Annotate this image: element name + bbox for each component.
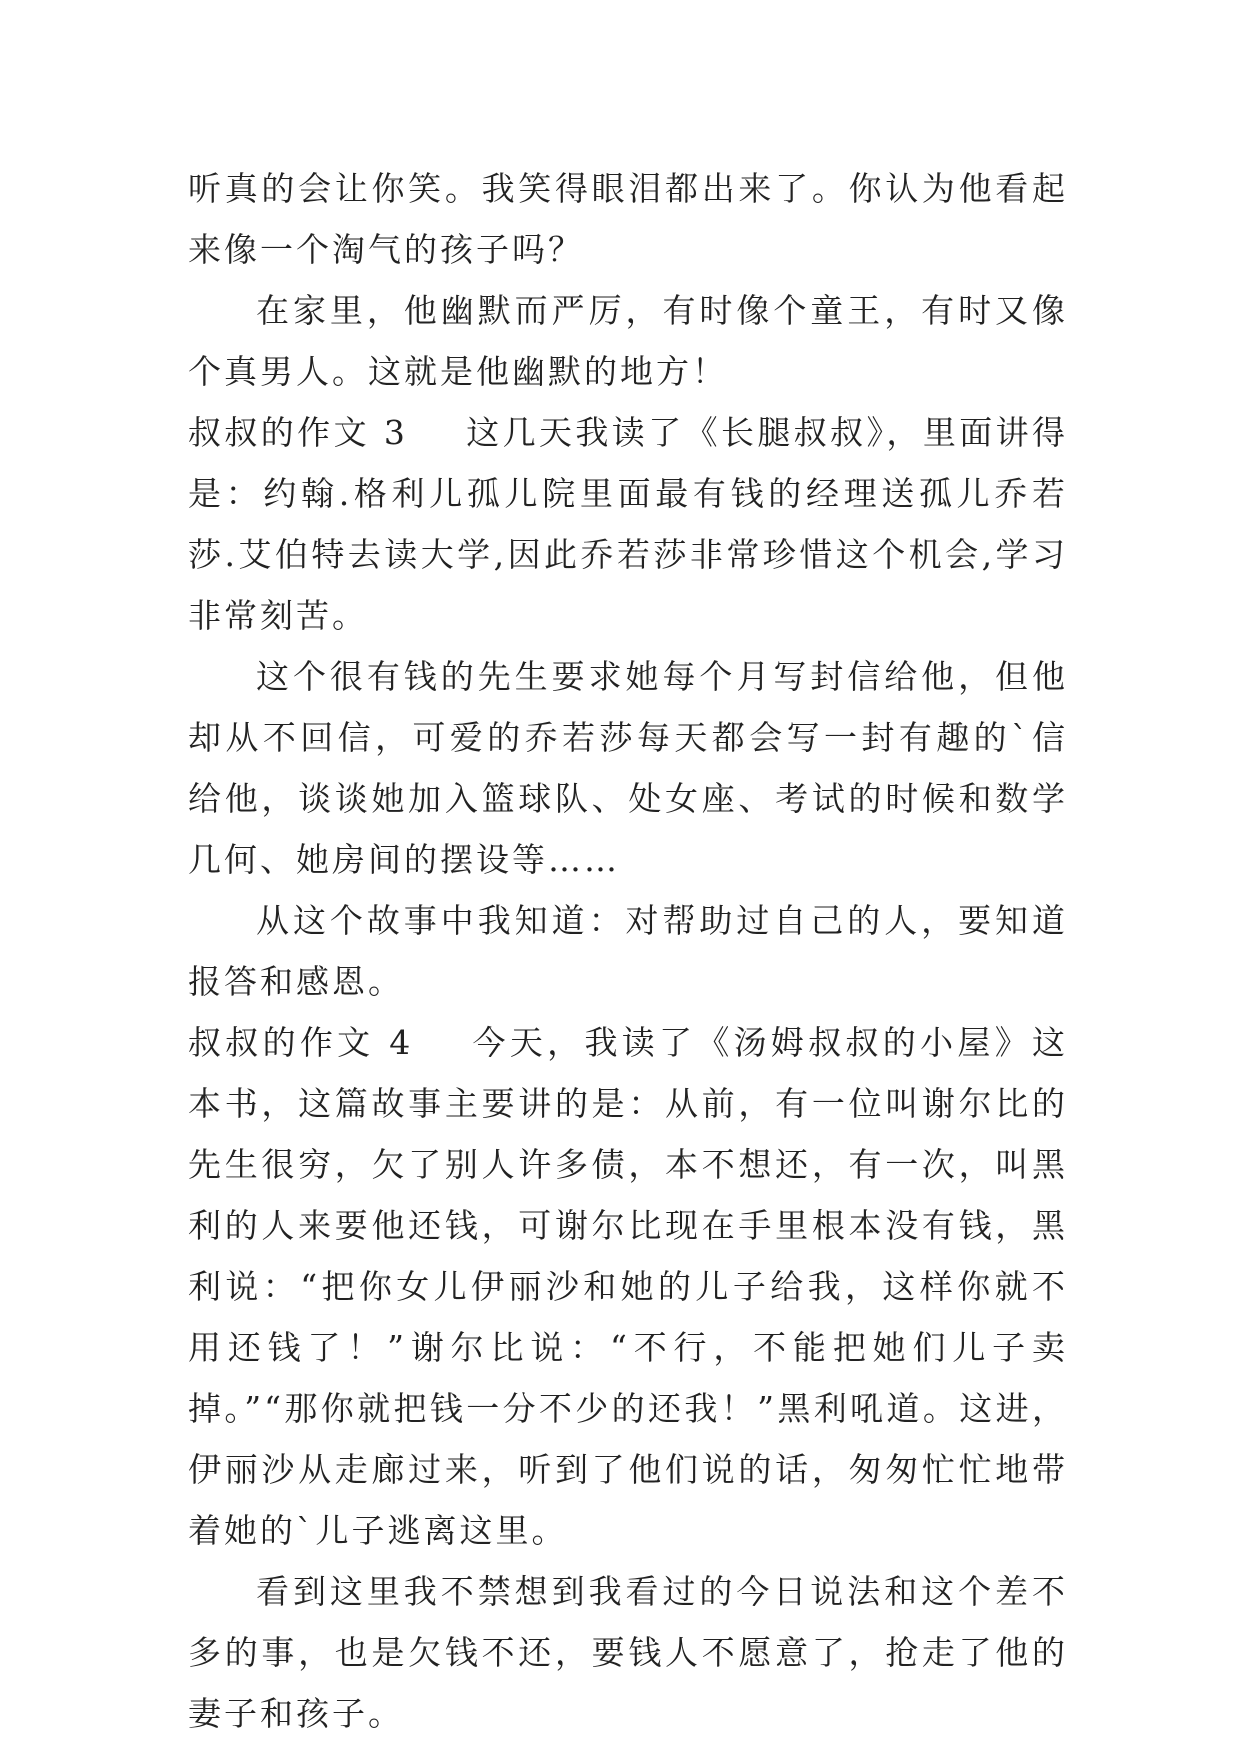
document-body: [188, 158, 1068, 1744]
essay-4-paragraph: [188, 1012, 1068, 1561]
paragraph-4: 这个很有钱的先生要求她每个月写封信给他，但他却从不回信，可爱的乔若莎每天都会写一封有趣的`信给他，谈谈她加入篮球队、处女座、考试的时候和数学几何、她房间的摆设等……: [188, 657, 1068, 879]
essay-4-heading: 叔叔的作文 4: [188, 1023, 414, 1062]
essay-3-text: 这几天我读了《长腿叔叔》，里面讲得是：约翰.格利儿孤儿院里面最有钱的经理送孤儿乔若莎.艾伯特去读大学,因此乔若莎非常珍惜这个机会,学习非常刻苦。: [188, 413, 1068, 635]
essay-3-heading: 叔叔的作文 3: [188, 413, 408, 452]
essay-3-paragraph: [188, 402, 1068, 646]
paragraph-2: 在家里，他幽默而严厉，有时像个童王，有时又像个真男人。这就是他幽默的地方！: [188, 291, 1068, 391]
essay-4-text: 今天，我读了《汤姆叔叔的小屋》这本书，这篇故事主要讲的是：从前，有一位叫谢尔比的先生很穷，欠了别人许多债，本不想还，有一次，叫黑利的人来要他还钱，可谢尔比现在手里根本没有钱，黑利说：“把你女儿伊丽沙和她的儿子给我，这样你就不用还钱了！”谢尔比说：“不行，不能把她们儿子卖掉。”“那你就把钱一分不少的还我！”黑利吼道。这进，伊丽沙从走廊过来，听到了他们说的话，匆匆忙忙地带着她的`儿子逃离这里。: [188, 1023, 1068, 1550]
paragraph-7: 看到这里我不禁想到我看过的今日说法和这个差不多的事，也是欠钱不还，要钱人不愿意了，抢走了他的妻子和孩子。: [188, 1572, 1068, 1733]
paragraph-1: 听真的会让你笑。我笑得眼泪都出来了。你认为他看起来像一个淘气的孩子吗？: [188, 169, 1068, 269]
paragraph-5: 从这个故事中我知道：对帮助过自己的人，要知道报答和感恩。: [188, 901, 1068, 1001]
